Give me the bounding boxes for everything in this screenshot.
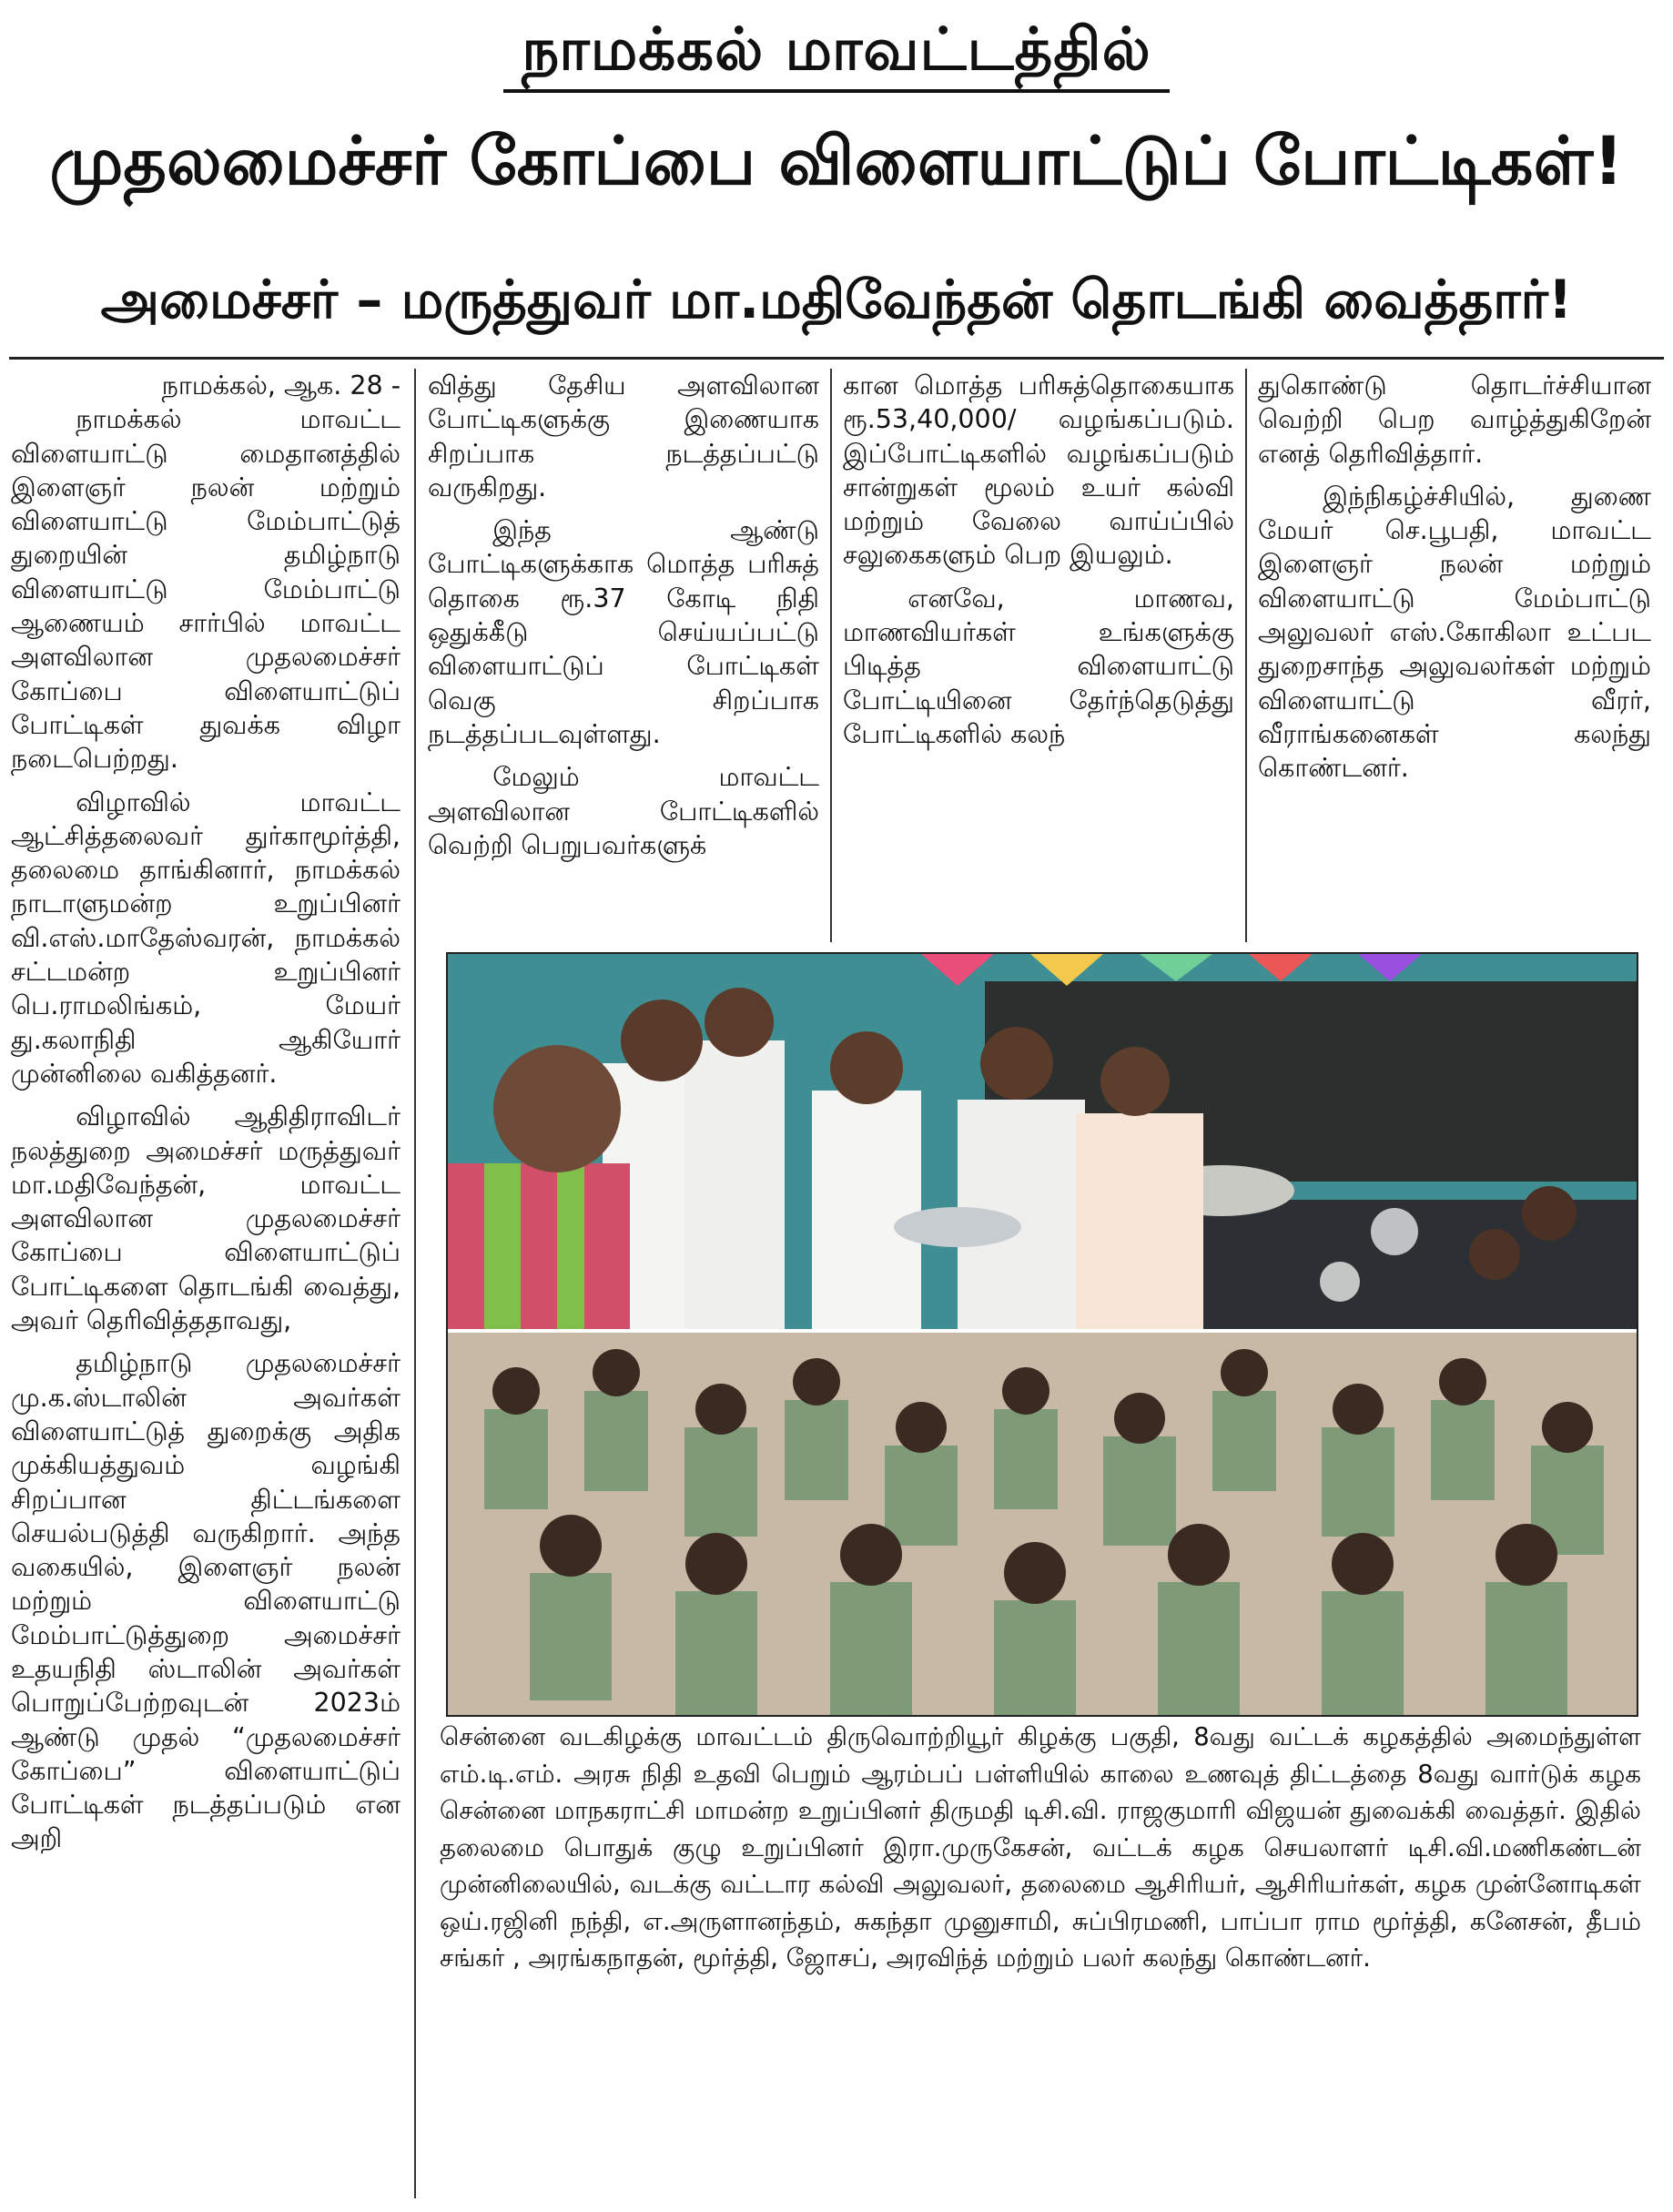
article-column-1	[11, 369, 401, 1865]
dateline: நாமக்கல், ஆக. 28 -	[161, 370, 401, 401]
paragraph: தமிழ்நாடு முதலமைச்சர் மு.க.ஸ்டாலின் அவர்கள் விளையாட்டுத் துறைக்கு அதிக முக்கியத்துவம் வழங்கி சிறப்பான திட்டங்களை செயல்படுத்தி வருகிறார். அந்த வகையில், இளைஞர் நலன் மற்றும் விளையாட்டு மேம்பாட்டுத்துறை அமைச்சர் உதயநிதி ஸ்டாலின் அவர்கள் பொறுப்பேற்றவுடன் 2023ம் ஆண்டு முதல் “முதலமைச்சர் கோப்பை” விளையாட்டுப் போட்டிகள் நடத்தப்படும் என அறி	[11, 1348, 401, 1854]
news-photo	[446, 952, 1638, 1717]
column-divider	[414, 369, 416, 2198]
headline: முதலமைச்சர் கோப்பை விளையாட்டுப் போட்டிகள்!	[49, 123, 1624, 200]
column-divider	[1245, 369, 1247, 942]
paragraph: எனவே, மாணவ, மாணவியர்கள் உங்களுக்கு பிடித்த விளையாட்டு போட்டியினை தேர்ந்தெடுத்து போட்டிகளில் கலந்	[843, 583, 1234, 749]
article-column-2	[428, 369, 819, 871]
paragraph: இந்நிகழ்ச்சியில், துணை மேயர் செ.பூபதி, மாவட்ட இளைஞர் நலன் மற்றும் விளையாட்டு மேம்பாட்டு அலுவலர் எஸ்.கோகிலா உட்பட துறைசாந்த அலுவலர்கள் மற்றும் விளையாட்டு வீரர், வீராங்கனைகள் கலந்து கொண்டனர்.	[1258, 481, 1651, 784]
paragraph: துகொண்டு தொடர்ச்சியான வெற்றி பெற வாழ்த்துகிறேன் எனத் தெரிவித்தார்.	[1258, 370, 1651, 469]
paragraph: வித்து தேசிய அளவிலான போட்டிகளுக்கு இணையாக சிறப்பாக நடத்தப்பட்டு வருகிறது.	[428, 370, 819, 502]
column-divider	[830, 369, 832, 942]
paragraph: விழாவில் ஆதிதிராவிடர் நலத்துறை அமைச்சர் மருத்துவர் மா.மதிவேந்தன், மாவட்ட அளவிலான முதலமைச்சர் கோப்பை விளையாட்டுப் போட்டிகளை தொடங்கி வைத்து, அவர் தெரிவித்ததாவது,	[11, 1101, 401, 1336]
paragraph: விழாவில் மாவட்ட ஆட்சித்தலைவர் துர்காமூர்த்தி, தலைமை தாங்கினார், நாமக்கல் நாடாளுமன்ற உறுப்பினர் வி.எஸ்.மாதேஸ்வரன், நாமக்கல் சட்டமன்ற உறுப்பினர் பெ.ராமலிங்கம், மேயர் து.கலாநிதி ஆகியோர் முன்னிலை வகித்தனர்.	[11, 786, 401, 1089]
paragraph: நாமக்கல் மாவட்ட விளையாட்டு மைதானத்தில் இளைஞர் நலன் மற்றும் விளையாட்டு மேம்பாட்டுத் துறையின் தமிழ்நாடு விளையாட்டு மேம்பாட்டு ஆணையம் சார்பில் மாவட்ட அளவிலான முதலமைச்சர் கோப்பை விளையாட்டுப் போட்டிகள் துவக்க விழா நடைபெற்றது.	[11, 404, 401, 775]
kicker-heading: நாமக்கல் மாவட்டத்தில்	[0, 16, 1673, 91]
paragraph: மேலும் மாவட்ட அளவிலான போட்டிகளில் வெற்றி பெறுபவர்களுக்	[428, 762, 819, 860]
paragraph: கான மொத்த பரிசுத்தொகையாக ரூ.53,40,000/ வழங்கப்படும். இப்போட்டிகளில் வழங்கப்படும் சான்றுகள் மூலம் உயர் கல்வி மற்றும் வேலை வாய்ப்பில் சலுகைகளும் பெற இயலும்.	[843, 370, 1234, 571]
photo-caption: சென்னை வடகிழக்கு மாவட்டம் திருவொற்றியூர் கிழக்கு பகுதி, 8வது வட்டக் கழகத்தில் அமைந்துள்ள எம்.டி.எம். அரசு நிதி உதவி பெறும் ஆரம்பப் பள்ளியில் காலை உணவுத் திட்டத்தை 8வது வார்டுக் கழக சென்னை மாநகராட்சி மாமன்ற உறுப்பினர் திருமதி டிசி.வி. ராஜகுமாரி விஜயன் துவைக்கி வைத்தர். இதில் தலைமை பொதுக் குழு உறுப்பினர் இரா.முருகேசன், வட்டக் கழக செயலாளர் டிசி.வி.மணிகண்டன் முன்னிலையில், வடக்கு வட்டார கல்வி அலுவலர், தலைமை ஆசிரியர், ஆசிரியர்கள், கழக முன்னோடிகள் ஒய்.ரஜினி நந்தி, எ.அருளானந்தம், சுகந்தா முனுசாமி, சுப்பிரமணி, பாப்பா ராம மூர்த்தி, கனேசன், தீபம் சங்கர் , அரங்கநாதன், மூர்த்தி, ஜோசப், அரவிந்த் மற்றும் பலர் கலந்து கொண்டனர்.	[440, 1722, 1641, 1973]
header-rule	[9, 357, 1664, 360]
article-column-3	[843, 369, 1234, 760]
paragraph: இந்த ஆண்டு போட்டிகளுக்காக மொத்த பரிசுத் தொகை ரூ.37 கோடி நிதி ஒதுக்கீடு செய்யப்பட்டு விளையாட்டுப் போட்டிகள் வெகு சிறப்பாக நடத்தப்படவுள்ளது.	[428, 515, 819, 749]
deck-subheadline: அமைச்சர் – மருத்துவர் மா.மதிவேந்தன் தொடங்கி வைத்தார்!	[100, 269, 1573, 330]
article-column-4	[1258, 369, 1651, 795]
